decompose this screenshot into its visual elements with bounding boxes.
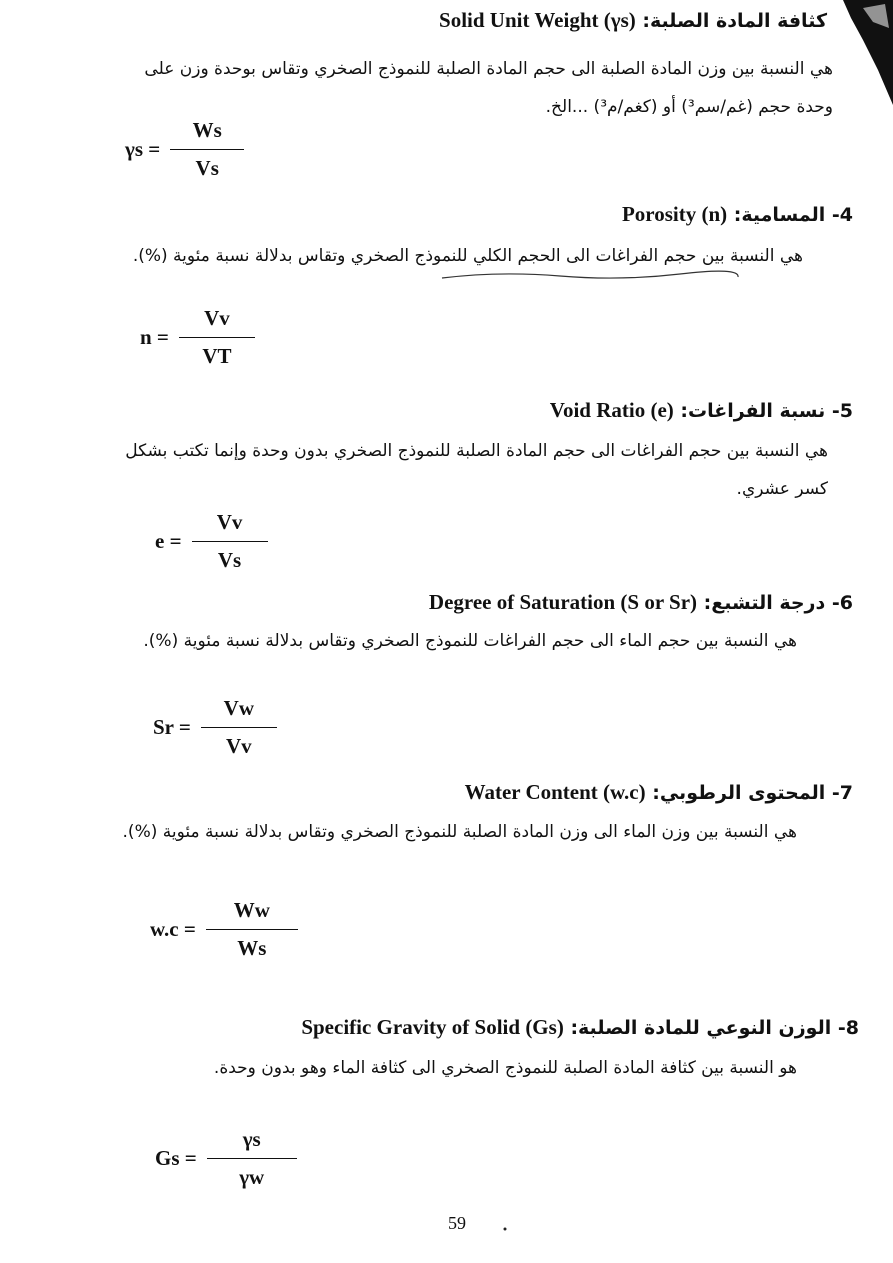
section-8-formula	[155, 1127, 297, 1190]
section-6-formula	[153, 696, 277, 759]
section-8-number: 8-	[837, 1017, 859, 1039]
section-6-heading	[429, 590, 853, 615]
section-8-heading	[301, 1015, 859, 1040]
formula-lhs: e =	[155, 529, 182, 553]
section-7-line-1: هي النسبة بين وزن الماء الى وزن المادة الصلبة للنموذج الصخري وتقاس بدلالة نسبة مئوية (%).	[122, 822, 797, 842]
section-7-number: 7-	[831, 782, 853, 804]
formula-lhs: n =	[140, 325, 169, 349]
section-5-definition	[68, 432, 828, 508]
section-7-ar-title: المحتوى الرطوبي:	[652, 782, 826, 804]
section-5-heading	[550, 398, 853, 423]
fraction	[206, 898, 298, 961]
fraction-numerator: γs	[242, 1127, 261, 1151]
fraction-denominator: Vs	[217, 548, 242, 572]
section-4-en-title: Porosity (n)	[621, 202, 728, 226]
section-5-number: 5-	[831, 400, 853, 422]
section-4-heading	[622, 202, 853, 227]
fraction-denominator: VT	[202, 344, 232, 368]
section-8-en-title: Specific Gravity of Solid (Gs)	[301, 1015, 564, 1039]
fraction-denominator: Vv	[226, 734, 252, 758]
section-3-line-2: وحدة حجم (غم/سم³) أو (كغم/م³) ...الخ.	[545, 97, 833, 117]
formula-lhs: w.c =	[150, 917, 196, 941]
section-7-en-title: Water Content (w.c)	[464, 780, 646, 804]
scan-corner-shadow	[833, 0, 893, 110]
formula-lhs: Sr =	[153, 715, 191, 739]
section-5-formula	[155, 510, 268, 573]
fraction-numerator: Ws	[192, 118, 222, 142]
section-8-line-1: هو النسبة بين كثافة المادة الصلبة للنموذج الصخري الى كثافة الماء وهو بدون وحدة.	[213, 1058, 797, 1078]
section-6-definition	[67, 622, 797, 660]
section-5-ar-title: نسبة الفراغات:	[680, 400, 826, 422]
section-3-formula	[125, 118, 244, 181]
formula-lhs: γs =	[125, 137, 161, 161]
section-6-ar-title: درجة التشبع:	[703, 592, 826, 614]
page-number: 59	[448, 1213, 466, 1233]
section-7-formula	[150, 898, 298, 961]
fraction	[179, 306, 255, 369]
fraction-numerator: Ww	[233, 898, 270, 922]
pen-underline-mark	[440, 268, 740, 284]
fraction-denominator: Ws	[237, 936, 267, 960]
section-5-en-title: Void Ratio (e)	[549, 398, 674, 422]
fraction	[170, 118, 244, 181]
section-4-formula	[140, 306, 255, 369]
fraction-numerator: Vv	[204, 306, 230, 330]
section-3-definition	[73, 50, 833, 126]
section-7-heading	[465, 780, 853, 805]
section-6-number: 6-	[831, 592, 853, 614]
fraction-denominator: γw	[239, 1165, 265, 1189]
fraction	[207, 1127, 297, 1190]
fraction	[192, 510, 268, 573]
section-4-line-1: هي النسبة بين حجم الفراغات الى الحجم الكلي للنموذج الصخري وتقاس بدلالة نسبة مئوية (%).	[132, 246, 803, 266]
fraction-denominator: Vs	[195, 156, 219, 180]
section-5-line-1: هي النسبة بين حجم الفراغات الى حجم المادة الصلبة للنموذج الصخري بدون وحدة وإنما تكتب بشكل	[125, 441, 828, 461]
section-6-en-title: Degree of Saturation (S or Sr)	[428, 590, 698, 614]
scan-speck	[502, 1226, 510, 1232]
fraction	[201, 696, 277, 759]
section-6-line-1: هي النسبة بين حجم الماء الى حجم الفراغات للنموذج الصخري وتقاس بدلالة نسبة مئوية (%).	[143, 631, 797, 651]
section-3-heading	[439, 8, 827, 33]
section-3-line-1: هي النسبة بين وزن المادة الصلبة الى حجم المادة الصلبة للنموذج الصخري وتقاس بوحدة وزن على	[144, 59, 833, 79]
formula-lhs: Gs =	[155, 1146, 197, 1170]
section-4-ar-title: المسامية:	[733, 204, 826, 226]
section-5-line-2: كسر عشري.	[736, 479, 828, 499]
section-8-ar-title: الوزن النوعي للمادة الصلبة:	[570, 1017, 832, 1039]
section-8-definition	[67, 1049, 797, 1087]
fraction-numerator: Vw	[223, 696, 255, 720]
section-3-en-title: Solid Unit Weight (γs)	[439, 8, 636, 32]
section-3-ar-title: كثافة المادة الصلبة:	[642, 10, 827, 32]
section-4-number: 4-	[831, 204, 853, 226]
fraction-numerator: Vv	[216, 510, 243, 534]
section-7-definition	[27, 813, 797, 851]
